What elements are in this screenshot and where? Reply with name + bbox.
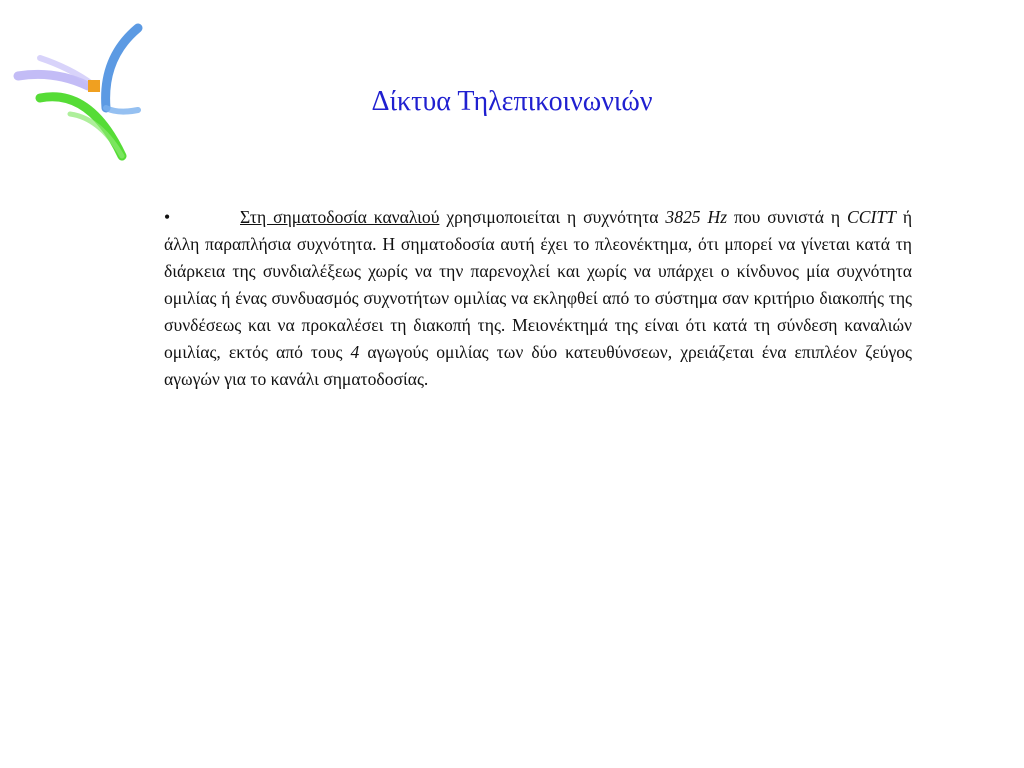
slide-title: Δίκτυα Τηλεπικοινωνιών bbox=[371, 86, 653, 117]
text-part-4: αγωγούς ομιλίας των δύο κατευθύνσεων, χρειάζεται ένα επιπλέον ζεύγος αγωγών για το κανάλι σηματοδοσίας. bbox=[164, 342, 912, 389]
text-part-3: ή άλλη παραπλήσια συχνότητα. Η σηματοδοσία αυτή έχει το πλεονέκτημα, ότι μπορεί να γίνεται κατά τη διάρκεια της συνδιαλέξεως χωρίς να την παρενοχλεί και χωρίς να υπάρχει ο κίνδυνος μία συχνότητα ομιλίας ή ένας συνδυασμός συχνοτήτων ομιλίας να εκληφθεί από το σύστημα σαν κριτήριο διακοπής της συνδέσεως και να προκαλέσει τη διακοπή της. Μειονέκτημά της είναι ότι κατά τη σύνδεση καναλιών ομιλίας, εκτός από τους bbox=[164, 207, 913, 362]
bullet-marker: • bbox=[164, 207, 171, 227]
wire-count: 4 bbox=[350, 342, 360, 362]
text-part-1: χρησιμοποιείται η συχνότητα bbox=[439, 207, 666, 227]
standard-name: CCITT bbox=[847, 207, 896, 227]
body-paragraph bbox=[164, 204, 912, 393]
underlined-term: Στη σηματοδοσία καναλιού bbox=[240, 207, 440, 227]
frequency-value: 3825 Hz bbox=[665, 207, 728, 227]
text-part-2: που συνιστά η bbox=[727, 207, 847, 227]
